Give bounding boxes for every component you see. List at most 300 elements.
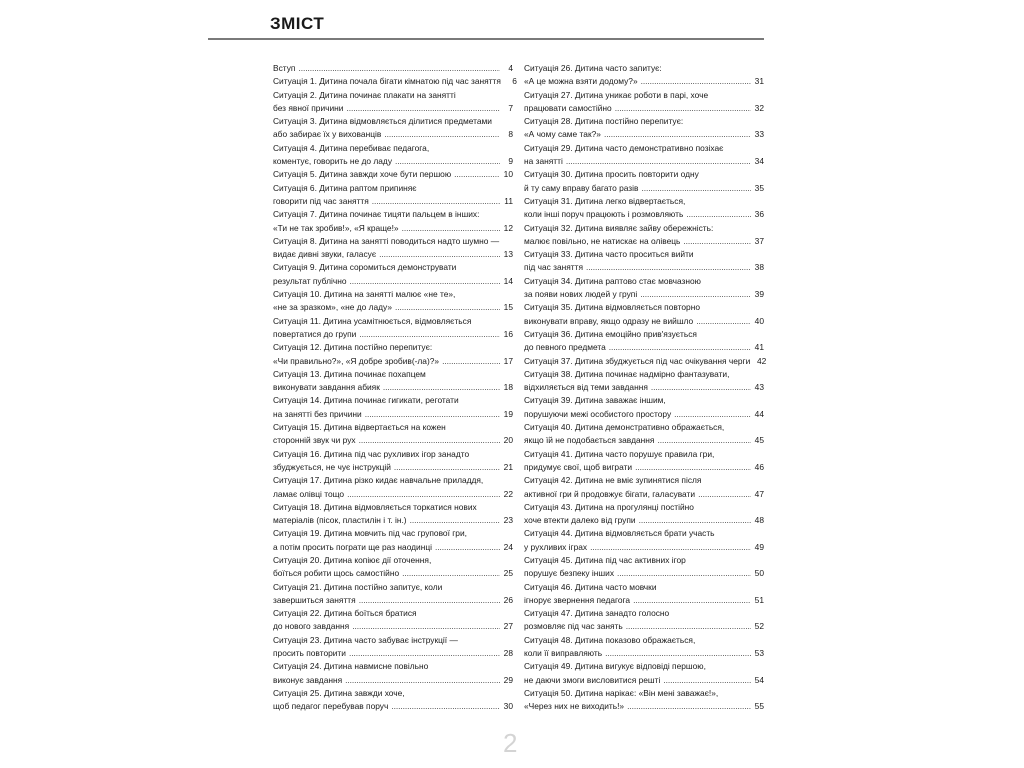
toc-entry-line — [273, 288, 513, 301]
toc-leader-dots — [402, 222, 500, 235]
toc-leader-dots — [410, 514, 500, 527]
toc-entry-line — [273, 594, 513, 607]
toc-entry-title: коментує, говорить не до ладу — [273, 156, 393, 167]
toc-entry-line — [524, 102, 764, 115]
toc-entry-line — [273, 634, 513, 647]
toc-entry-line — [524, 527, 764, 540]
toc-entry[interactable] — [273, 394, 513, 421]
toc-page-number: 52 — [754, 621, 764, 632]
toc-entry-line — [524, 607, 764, 620]
toc-entry[interactable] — [524, 448, 764, 475]
toc-entry-line — [524, 421, 764, 434]
toc-page-number: 32 — [754, 102, 764, 113]
toc-column-right — [524, 62, 767, 714]
toc-leader-dots — [615, 102, 751, 115]
toc-leader-dots — [586, 261, 751, 274]
toc-entry-line — [524, 168, 764, 181]
toc-leader-dots — [663, 674, 751, 687]
toc-page-number: 38 — [754, 262, 764, 273]
toc-entry-line — [524, 567, 764, 580]
toc-entry-title: на занятті без причини — [273, 408, 362, 419]
toc-entry-title: Ситуація 49. Дитина вигукує відповіді першою, — [524, 661, 706, 672]
toc-entry-line — [273, 208, 513, 221]
toc-entry-line — [273, 115, 513, 128]
toc-leader-dots — [395, 155, 500, 168]
toc-page-number: 28 — [503, 648, 513, 659]
toc-entry-line — [524, 208, 764, 221]
toc-entry-line — [524, 674, 764, 687]
toc-entry-title: або забирає їх у вихованців — [273, 129, 382, 140]
toc-entry-line — [273, 168, 513, 181]
toc-entry-title: Ситуація 24. Дитина навмисне повільно — [273, 661, 429, 672]
toc-page-number: 39 — [754, 289, 764, 300]
toc-entry-title: розмовляє під час занять — [524, 621, 623, 632]
toc-entry-line — [273, 248, 513, 261]
toc-entry-title: під час заняття — [524, 262, 584, 273]
toc-page-number: 26 — [503, 594, 513, 605]
toc-entry-line — [524, 235, 764, 248]
toc-entry[interactable] — [524, 501, 764, 528]
toc-leader-dots — [633, 594, 751, 607]
toc-page-number: 24 — [503, 541, 513, 552]
toc-entry[interactable] — [524, 328, 764, 355]
toc-entry[interactable] — [273, 89, 513, 116]
toc-entry-line — [524, 408, 764, 421]
toc-entry[interactable] — [273, 288, 513, 315]
toc-entry-title: Ситуація 8. Дитина на занятті поводиться надто шумно — — [273, 235, 500, 246]
toc-entry-title: якщо їй не подобається завдання — [524, 435, 655, 446]
toc-page-number: 44 — [754, 408, 764, 419]
toc-entry[interactable] — [273, 261, 513, 288]
toc-page-number: 6 — [512, 76, 517, 87]
toc-entry-line — [273, 261, 513, 274]
toc-page-number: 47 — [754, 488, 764, 499]
toc-entry-title: Ситуація 35. Дитина відмовляється повторно — [524, 302, 700, 313]
toc-page-number: 10 — [503, 169, 513, 180]
toc-entry-line — [524, 541, 764, 554]
toc-page-number: 16 — [503, 328, 513, 339]
toc-entry-title: Ситуація 30. Дитина просить повторити одну — [524, 169, 699, 180]
toc-entry-title: видає дивні звуки, галасує — [273, 249, 377, 260]
toc-leader-dots — [566, 155, 751, 168]
toc-entry-title: Ситуація 48. Дитина показово ображається, — [524, 634, 696, 645]
toc-entry-title: працювати самостійно — [524, 102, 612, 113]
toc-leader-dots — [346, 102, 500, 115]
toc-page-number: 37 — [754, 235, 764, 246]
toc-entry-line — [524, 248, 764, 261]
toc-entry-title: Ситуація 47. Дитина занадто голосно — [524, 608, 670, 619]
toc-entry-title: «Через них не виходить!» — [524, 701, 625, 712]
toc-leader-dots — [617, 567, 751, 580]
toc-entry-title: говорити під час заняття — [273, 195, 369, 206]
toc-entry-line — [273, 301, 513, 314]
toc-page-number: 51 — [754, 594, 764, 605]
toc-entry-line — [273, 687, 513, 700]
toc-entry-title: Ситуація 26. Дитина часто запитує: — [524, 63, 662, 73]
toc-page-number: 36 — [754, 209, 764, 220]
toc-entry-line — [273, 660, 513, 673]
toc-entry-title: Ситуація 34. Дитина раптово стає мовчазною — [524, 275, 701, 286]
toc-entry-title: Ситуація 36. Дитина емоційно прив'язується — [524, 328, 697, 339]
toc-leader-dots — [298, 62, 500, 75]
toc-entry-line — [524, 554, 764, 567]
toc-entry-title: Ситуація 23. Дитина часто забуває інструкції — — [273, 634, 458, 645]
toc-entry-line — [273, 62, 513, 75]
toc-entry-title: завершиться заняття — [273, 594, 356, 605]
toc-entry-line — [524, 75, 764, 88]
toc-page-number: 21 — [503, 461, 513, 472]
toc-page-number: 18 — [503, 382, 513, 393]
toc-entry-title: придумує свої, щоб виграти — [524, 461, 633, 472]
toc-leader-dots — [651, 381, 751, 394]
toc-entry-title: ігнорує звернення педагога — [524, 594, 631, 605]
toc-entry-line — [273, 448, 513, 461]
toc-page-number: 4 — [508, 63, 513, 73]
toc-entry[interactable] — [273, 607, 513, 634]
toc-entry-line — [524, 355, 767, 368]
toc-entry-title: Ситуація 38. Дитина починає надмірно фантазувати, — [524, 368, 730, 379]
toc-page-number: 50 — [754, 568, 764, 579]
toc-entry-title: Ситуація 28. Дитина постійно перепитує: — [524, 116, 684, 127]
toc-entry-title: Вступ — [273, 63, 296, 73]
toc-entry-line — [273, 275, 513, 288]
toc-entry-title: на занятті — [524, 156, 563, 167]
toc-entry-title: «Чи правильно?», «Я добре зробив(-ла)?» — [273, 355, 440, 366]
toc-entry-title: Ситуація 20. Дитина копіює дії оточення, — [273, 554, 432, 565]
toc-entry[interactable] — [524, 62, 764, 89]
toc-entry-title: боїться робити щось самостійно — [273, 568, 400, 579]
toc-entry-title: Ситуація 33. Дитина часто проситься вийти — [524, 249, 694, 260]
toc-entry-title: Ситуація 15. Дитина відвертається на кожен — [273, 422, 446, 433]
toc-entry-line — [524, 620, 764, 633]
toc-leader-dots — [641, 75, 751, 88]
toc-entry[interactable] — [273, 527, 513, 554]
toc-entry-title: Ситуація 3. Дитина відмовляється ділитися предметами — [273, 116, 492, 127]
toc-entry-title: Ситуація 17. Дитина різко кидає навчальне приладдя, — [273, 475, 484, 486]
toc-entry[interactable] — [524, 607, 764, 634]
toc-page-number: 49 — [754, 541, 764, 552]
toc-page-number: 7 — [508, 102, 513, 113]
toc-entry-title: Ситуація 4. Дитина перебиває педагога, — [273, 142, 430, 153]
toc-entry-title: Ситуація 6. Дитина раптом припиняє — [273, 182, 417, 193]
toc-page-number: 46 — [754, 461, 764, 472]
toc-entry-line — [524, 261, 764, 274]
toc-entry-line — [273, 527, 513, 540]
toc-leader-dots — [674, 408, 751, 421]
toc-entry-line — [524, 195, 764, 208]
toc-entry-line — [273, 501, 513, 514]
toc-entry-line — [524, 660, 764, 673]
toc-leader-dots — [359, 594, 500, 607]
toc-entry-line — [273, 235, 513, 248]
toc-leader-dots — [394, 461, 500, 474]
toc-leader-dots — [626, 620, 751, 633]
toc-entry-title: повертатися до групи — [273, 328, 357, 339]
toc-entry-line — [524, 328, 764, 341]
toc-leader-dots — [604, 128, 751, 141]
toc-entry-title: Ситуація 21. Дитина постійно запитує, коли — [273, 581, 443, 592]
toc-entry-line — [273, 581, 513, 594]
toc-leader-dots — [347, 488, 500, 501]
toc-entry-line — [524, 142, 764, 155]
toc-leader-dots — [395, 301, 500, 314]
toc-entry[interactable] — [524, 275, 764, 302]
toc-page-number: 17 — [503, 355, 513, 366]
toc-entry-title: Ситуація 7. Дитина починає тицяти пальцем в інших: — [273, 209, 480, 220]
toc-entry[interactable] — [524, 168, 764, 195]
toc-leader-dots — [391, 700, 500, 713]
toc-entry-title: Ситуація 41. Дитина часто порушує правила гри, — [524, 448, 715, 459]
toc-entry-title: у рухливих іграх — [524, 541, 588, 552]
toc-page-number: 48 — [754, 515, 764, 526]
toc-entry-line — [524, 115, 764, 128]
toc-entry[interactable] — [524, 248, 764, 275]
toc-entry[interactable] — [273, 554, 513, 581]
toc-entry-title: виконує завдання — [273, 674, 343, 685]
toc-leader-dots — [698, 488, 751, 501]
toc-entry-line — [524, 394, 764, 407]
toc-entry[interactable] — [273, 341, 513, 368]
toc-entry[interactable] — [524, 687, 764, 714]
toc-entry-title: Ситуація 13. Дитина починає похапцем — [273, 368, 426, 379]
toc-entry-line — [524, 448, 764, 461]
toc-entry[interactable] — [273, 315, 513, 342]
toc-entry[interactable] — [273, 581, 513, 608]
toc-entry[interactable] — [524, 554, 764, 581]
toc-entry-line — [524, 381, 764, 394]
toc-entry[interactable] — [273, 115, 513, 142]
toc-entry-line — [524, 89, 764, 102]
toc-entry-title: Ситуація 14. Дитина починає гигикати, реготати — [273, 395, 459, 406]
toc-entry[interactable] — [524, 115, 764, 142]
toc-entry[interactable] — [273, 634, 513, 661]
toc-entry[interactable] — [273, 75, 517, 88]
toc-entry[interactable] — [524, 195, 764, 222]
toc-leader-dots — [383, 381, 500, 394]
toc-page-number: 41 — [754, 342, 764, 353]
toc-entry[interactable] — [273, 168, 513, 181]
toc-entry-title: «Ти не так зробив!», «Я краще!» — [273, 222, 399, 233]
toc-entry-title: порушує безпеку інших — [524, 568, 615, 579]
toc-page-number: 8 — [508, 129, 513, 140]
toc-entry-title: коли її виправляють — [524, 648, 603, 659]
toc-entry-title: Ситуація 5. Дитина завжди хоче бути першою — [273, 169, 452, 180]
toc-entry-line — [273, 328, 513, 341]
toc-entry-title: порушуючи межі особистого простору — [524, 408, 672, 419]
toc-entry[interactable] — [273, 62, 513, 75]
toc-entry-title: «А чому саме так?» — [524, 129, 601, 140]
toc-entry-title: Ситуація 27. Дитина уникає роботи в парі, хоче — [524, 89, 709, 100]
toc-leader-dots — [609, 341, 751, 354]
toc-entry[interactable] — [524, 301, 764, 328]
toc-entry-title: Ситуація 11. Дитина усамітнюється, відмовляється — [273, 315, 472, 326]
toc-entry-line — [273, 567, 513, 580]
toc-entry-title: Ситуація 43. Дитина на прогулянці постійно — [524, 501, 694, 512]
toc-entry-title: не даючи змоги висловитися решті — [524, 674, 661, 685]
toc-entry[interactable] — [273, 687, 513, 714]
toc-leader-dots — [639, 514, 751, 527]
toc-entry-line — [273, 514, 513, 527]
toc-entry-title: щоб педагог перебував поруч — [273, 701, 389, 712]
toc-page-number: 27 — [503, 621, 513, 632]
toc-entry-line — [524, 288, 764, 301]
toc-entry[interactable] — [524, 474, 764, 501]
toc-entry-title: «не за зразком», «не до ладу» — [273, 302, 392, 313]
toc-page-number: 15 — [503, 302, 513, 313]
toc-entry[interactable] — [524, 660, 764, 687]
toc-entry-title: Ситуація 18. Дитина відмовляється торкатися нових — [273, 501, 477, 512]
toc-entry-title: відхиляється від теми завдання — [524, 382, 648, 393]
toc-entry[interactable] — [273, 421, 513, 448]
toc-page-number: 33 — [754, 129, 764, 140]
toc-page-number: 30 — [503, 701, 513, 712]
toc-entry-title: Ситуація 37. Дитина збуджується під час очікування черги — [524, 355, 751, 366]
toc-leader-dots — [442, 355, 500, 368]
toc-entry-title: до нового завдання — [273, 621, 350, 632]
toc-leader-dots — [686, 208, 751, 221]
toc-entry-title: виконувати завдання абияк — [273, 382, 380, 393]
toc-entry-title: матеріалів (пісок, пластилін і т. ін.) — [273, 515, 407, 526]
toc-entry-title: збуджується, не чує інструкцій — [273, 461, 391, 472]
toc-entry[interactable] — [524, 368, 764, 395]
toc-entry[interactable] — [273, 501, 513, 528]
toc-entry-line — [273, 182, 513, 195]
toc-page-number: 55 — [754, 701, 764, 712]
toc-entry-title: Ситуація 10. Дитина на занятті малює «не те», — [273, 289, 456, 300]
toc-leader-dots — [590, 541, 751, 554]
toc-entry[interactable] — [273, 660, 513, 687]
page-title: ЗМІСТ — [270, 14, 325, 33]
toc-entry-line — [273, 408, 513, 421]
toc-entry-title: Ситуація 22. Дитина боїться братися — [273, 608, 417, 619]
toc-entry-line — [524, 368, 764, 381]
toc-entry-line — [524, 128, 764, 141]
toc-entry[interactable] — [524, 222, 764, 249]
toc-entry-line — [273, 461, 513, 474]
toc-leader-dots — [641, 182, 751, 195]
toc-entry-line — [273, 700, 513, 713]
toc-entry[interactable] — [273, 368, 513, 395]
toc-entry[interactable] — [524, 355, 767, 368]
toc-entry-line — [524, 634, 764, 647]
toc-leader-dots — [349, 275, 500, 288]
toc-entry[interactable] — [273, 474, 513, 501]
toc-entry-line — [273, 222, 513, 235]
toc-entry-line — [273, 195, 513, 208]
toc-leader-dots — [379, 248, 500, 261]
toc-entry-line — [273, 89, 513, 102]
toc-page-number: 29 — [503, 674, 513, 685]
toc-page-number: 54 — [754, 674, 764, 685]
toc-entry-title: малює повільно, не натискає на олівець — [524, 235, 681, 246]
toc-page-number: 14 — [503, 275, 513, 286]
toc-entry-line — [524, 461, 764, 474]
toc-entry-line — [273, 142, 513, 155]
toc-entry-line — [524, 341, 764, 354]
toc-entry-title: Ситуація 39. Дитина заважає іншим, — [524, 395, 666, 406]
toc-page-number: 45 — [754, 435, 764, 446]
toc-leader-dots — [640, 288, 751, 301]
toc-entry-line — [524, 501, 764, 514]
toc-entry[interactable] — [524, 581, 764, 608]
toc-entry-title: активної гри й продовжує бігати, галасувати — [524, 488, 696, 499]
toc-entry[interactable] — [524, 527, 764, 554]
toc-page-number: 13 — [503, 249, 513, 260]
toc-entry-line — [273, 607, 513, 620]
toc-column-left — [273, 62, 517, 714]
toc-leader-dots — [349, 647, 500, 660]
toc-entry[interactable] — [524, 394, 764, 421]
toc-page-number: 20 — [503, 435, 513, 446]
toc-entry-line — [273, 434, 513, 447]
toc-entry-line — [524, 514, 764, 527]
toc-leader-dots — [627, 700, 751, 713]
toc-entry-line — [524, 155, 764, 168]
toc-page-number: 25 — [503, 568, 513, 579]
toc-entry-title: а потім просить пограти ще раз наодинці — [273, 541, 433, 552]
toc-entry-title: за появи нових людей у групі — [524, 289, 638, 300]
toc-entry-line — [273, 541, 513, 554]
toc-entry-title: просить повторити — [273, 648, 346, 659]
toc-entry[interactable] — [524, 142, 764, 169]
toc-entry-line — [524, 182, 764, 195]
toc-entry[interactable] — [524, 421, 764, 448]
toc-entry-line — [273, 128, 513, 141]
toc-entry-line — [524, 301, 764, 314]
toc-leader-dots — [435, 541, 500, 554]
toc-entry-line — [273, 381, 513, 394]
header-divider — [208, 38, 764, 40]
toc-entry-title: Ситуація 42. Дитина не вміє зупинятися після — [524, 475, 702, 486]
toc-entry-title: Ситуація 25. Дитина завжди хоче, — [273, 687, 405, 698]
toc-page-number: 11 — [504, 195, 513, 206]
toc-entry-title: Ситуація 45. Дитина під час активних ігор — [524, 554, 686, 565]
toc-page-number: 22 — [503, 488, 513, 499]
toc-entry-title: виконувати вправу, якщо одразу не вийшло — [524, 315, 694, 326]
toc-entry[interactable] — [273, 235, 513, 262]
toc-entry-line — [524, 581, 764, 594]
toc-page-number: 19 — [503, 408, 513, 419]
toc-leader-dots — [359, 434, 500, 447]
toc-entry-title: Ситуація 9. Дитина соромиться демонструвати — [273, 262, 457, 273]
toc-leader-dots — [352, 620, 500, 633]
toc-entry[interactable] — [273, 182, 513, 209]
toc-entry[interactable] — [524, 89, 764, 116]
toc-entry-line — [273, 474, 513, 487]
toc-leader-dots — [345, 674, 500, 687]
toc-entry-line — [524, 434, 764, 447]
toc-page-number: 40 — [754, 315, 764, 326]
toc-entry-title: й ту саму вправу багато разів — [524, 182, 639, 193]
toc-entry-line — [524, 488, 764, 501]
toc-entry[interactable] — [273, 142, 513, 169]
toc-entry-title: Ситуація 16. Дитина під час рухливих ігор занадто — [273, 448, 470, 459]
toc-entry[interactable] — [273, 208, 513, 235]
toc-entry-line — [524, 687, 764, 700]
toc-entry[interactable] — [273, 448, 513, 475]
toc-entry-title: сторонній звук чи рух — [273, 435, 356, 446]
toc-leader-dots — [365, 408, 500, 421]
toc-entry-line — [273, 421, 513, 434]
toc-entry[interactable] — [524, 634, 764, 661]
toc-entry-title: Ситуація 12. Дитина постійно перепитує: — [273, 342, 433, 353]
toc-entry-line — [273, 355, 513, 368]
toc-entry-title: Ситуація 2. Дитина починає плакати на занятті — [273, 89, 456, 100]
toc-page-number: 53 — [754, 648, 764, 659]
toc-entry-title: Ситуація 19. Дитина мовчить під час групової гри, — [273, 528, 467, 539]
toc-entry-line — [524, 222, 764, 235]
toc-entry-title: Ситуація 50. Дитина нарікає: «Він мені заважає!», — [524, 687, 719, 698]
